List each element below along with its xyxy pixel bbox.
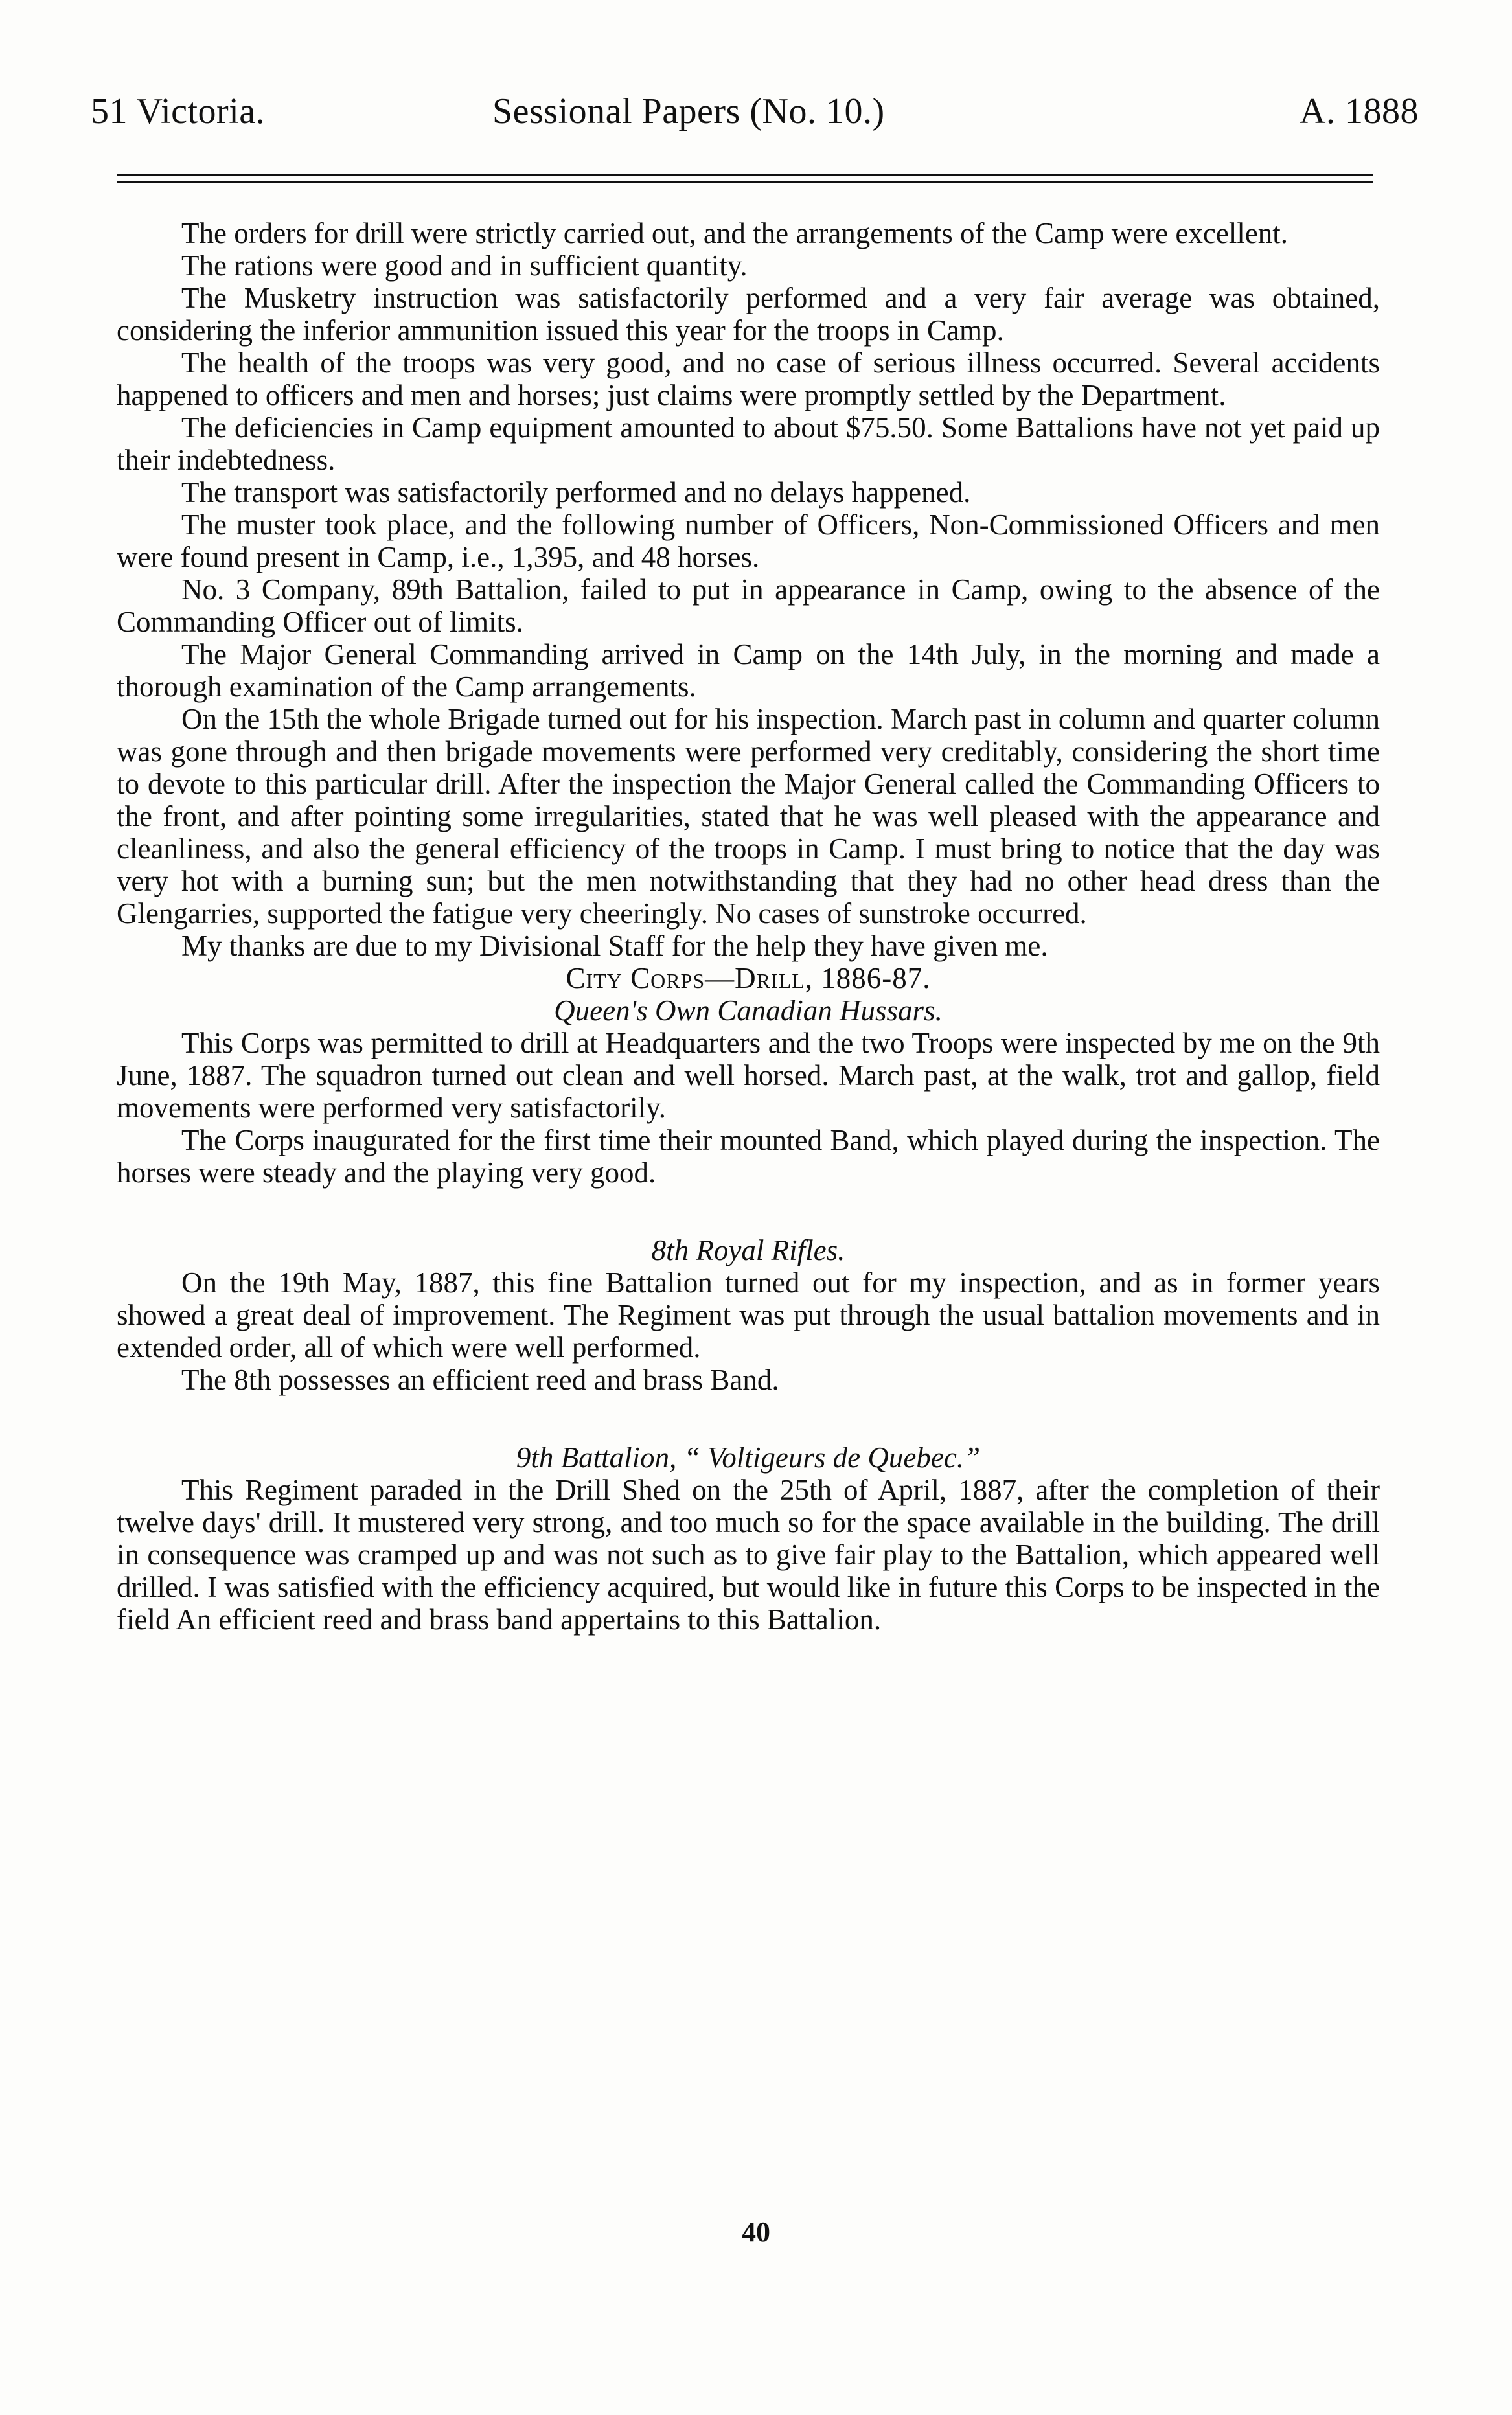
subsection-title-voltigeurs: 9th Battalion, “ Voltigeurs de Quebec.” (516, 1441, 981, 1474)
body-text (117, 217, 1380, 1636)
paragraph: The Musketry instruction was satisfactorily performed and a very fair average was obtained, considering the inferior ammunition issued this year for the troops in Camp. (117, 282, 1380, 347)
paragraph: On the 15th the whole Brigade turned out for his inspection. March past in column and quarter column was gone through and then brigade movements were performed very creditably, considering the short time to devote to this particular drill. After the inspection the Major General called the Commanding Officers to the front, and after pointing some irregularities, stated that he was well pleased with the appearance and cleanliness, and also the general efficiency of the troops in Camp. I must bring to notice that the day was very hot with a burning sun; but the men notwithstanding that they had no other head dress than the Glengarries, supported the fatigue very cheeringly. No cases of sunstroke occurred. (117, 703, 1380, 930)
paragraph: The health of the troops was very good, and no case of serious illness occurred. Several accidents happened to officers and men and horses; just claims were promptly settled by the Department. (117, 347, 1380, 411)
paragraph: This Regiment paraded in the Drill Shed on the 25th of April, 1887, after the completion of their twelve days' drill. It mustered very strong, and too much so for the space available in the building. The drill in consequence was cramped up and was not such as to give fair play to the Battalion, which appeared well drilled. I was satisfied with the efficiency acquired, but would like in future this Corps to be inspected in the field An efficient reed and brass band appertains to this Battalion. (117, 1474, 1380, 1636)
section-title: City Corps—Drill, 1886-87. (566, 962, 931, 994)
header-right: A. 1888 (1300, 91, 1419, 132)
header-center: Sessional Papers (No. 10.) (492, 91, 885, 132)
paragraph: The orders for drill were strictly carried out, and the arrangements of the Camp were excellent. (181, 217, 1289, 249)
paragraph: The deficiencies in Camp equipment amounted to about $75.50. Some Battalions have not yet paid up their indebtedness. (117, 411, 1380, 476)
subsection-title-hussars: Queen's Own Canadian Hussars. (554, 994, 943, 1027)
running-header (91, 91, 1419, 143)
paragraph: The rations were good and in sufficient quantity. (181, 249, 748, 282)
header-rule-thick (117, 174, 1373, 176)
paragraph: This Corps was permitted to drill at Headquarters and the two Troops were inspected by me on the 9th June, 1887. The squadron turned out clean and well horsed. March past, at the walk, trot and gallop, field movements were performed very satisfactorily. (117, 1027, 1380, 1124)
paragraph: My thanks are due to my Divisional Staff for the help they have given me. (181, 930, 1048, 962)
paragraph: The 8th possesses an efficient reed and brass Band. (181, 1364, 779, 1396)
subsection-title-rifles: 8th Royal Rifles. (651, 1234, 845, 1266)
paragraph: The transport was satisfactorily performed and no delays happened. (181, 476, 971, 509)
paragraph: The muster took place, and the following number of Officers, Non-Commissioned Officers and men were found present in Camp, i.e., 1,395, and 48 horses. (117, 509, 1380, 573)
paragraph: No. 3 Company, 89th Battalion, failed to put in appearance in Camp, owing to the absence of the Commanding Officer out of limits. (117, 573, 1380, 638)
paragraph: The Corps inaugurated for the first time their mounted Band, which played during the inspection. The horses were steady and the playing very good. (117, 1124, 1380, 1189)
page-number: 40 (742, 2216, 770, 2248)
paragraph: On the 19th May, 1887, this fine Battalion turned out for my inspection, and as in former years showed a great deal of improvement. The Regiment was put through the usual battalion movements and in extended order, all of which were well performed. (117, 1266, 1380, 1364)
header-left: 51 Victoria. (91, 91, 266, 132)
header-rule-thin (117, 181, 1373, 183)
paragraph: The Major General Commanding arrived in Camp on the 14th July, in the morning and made a thorough examination of the Camp arrangements. (117, 638, 1380, 703)
